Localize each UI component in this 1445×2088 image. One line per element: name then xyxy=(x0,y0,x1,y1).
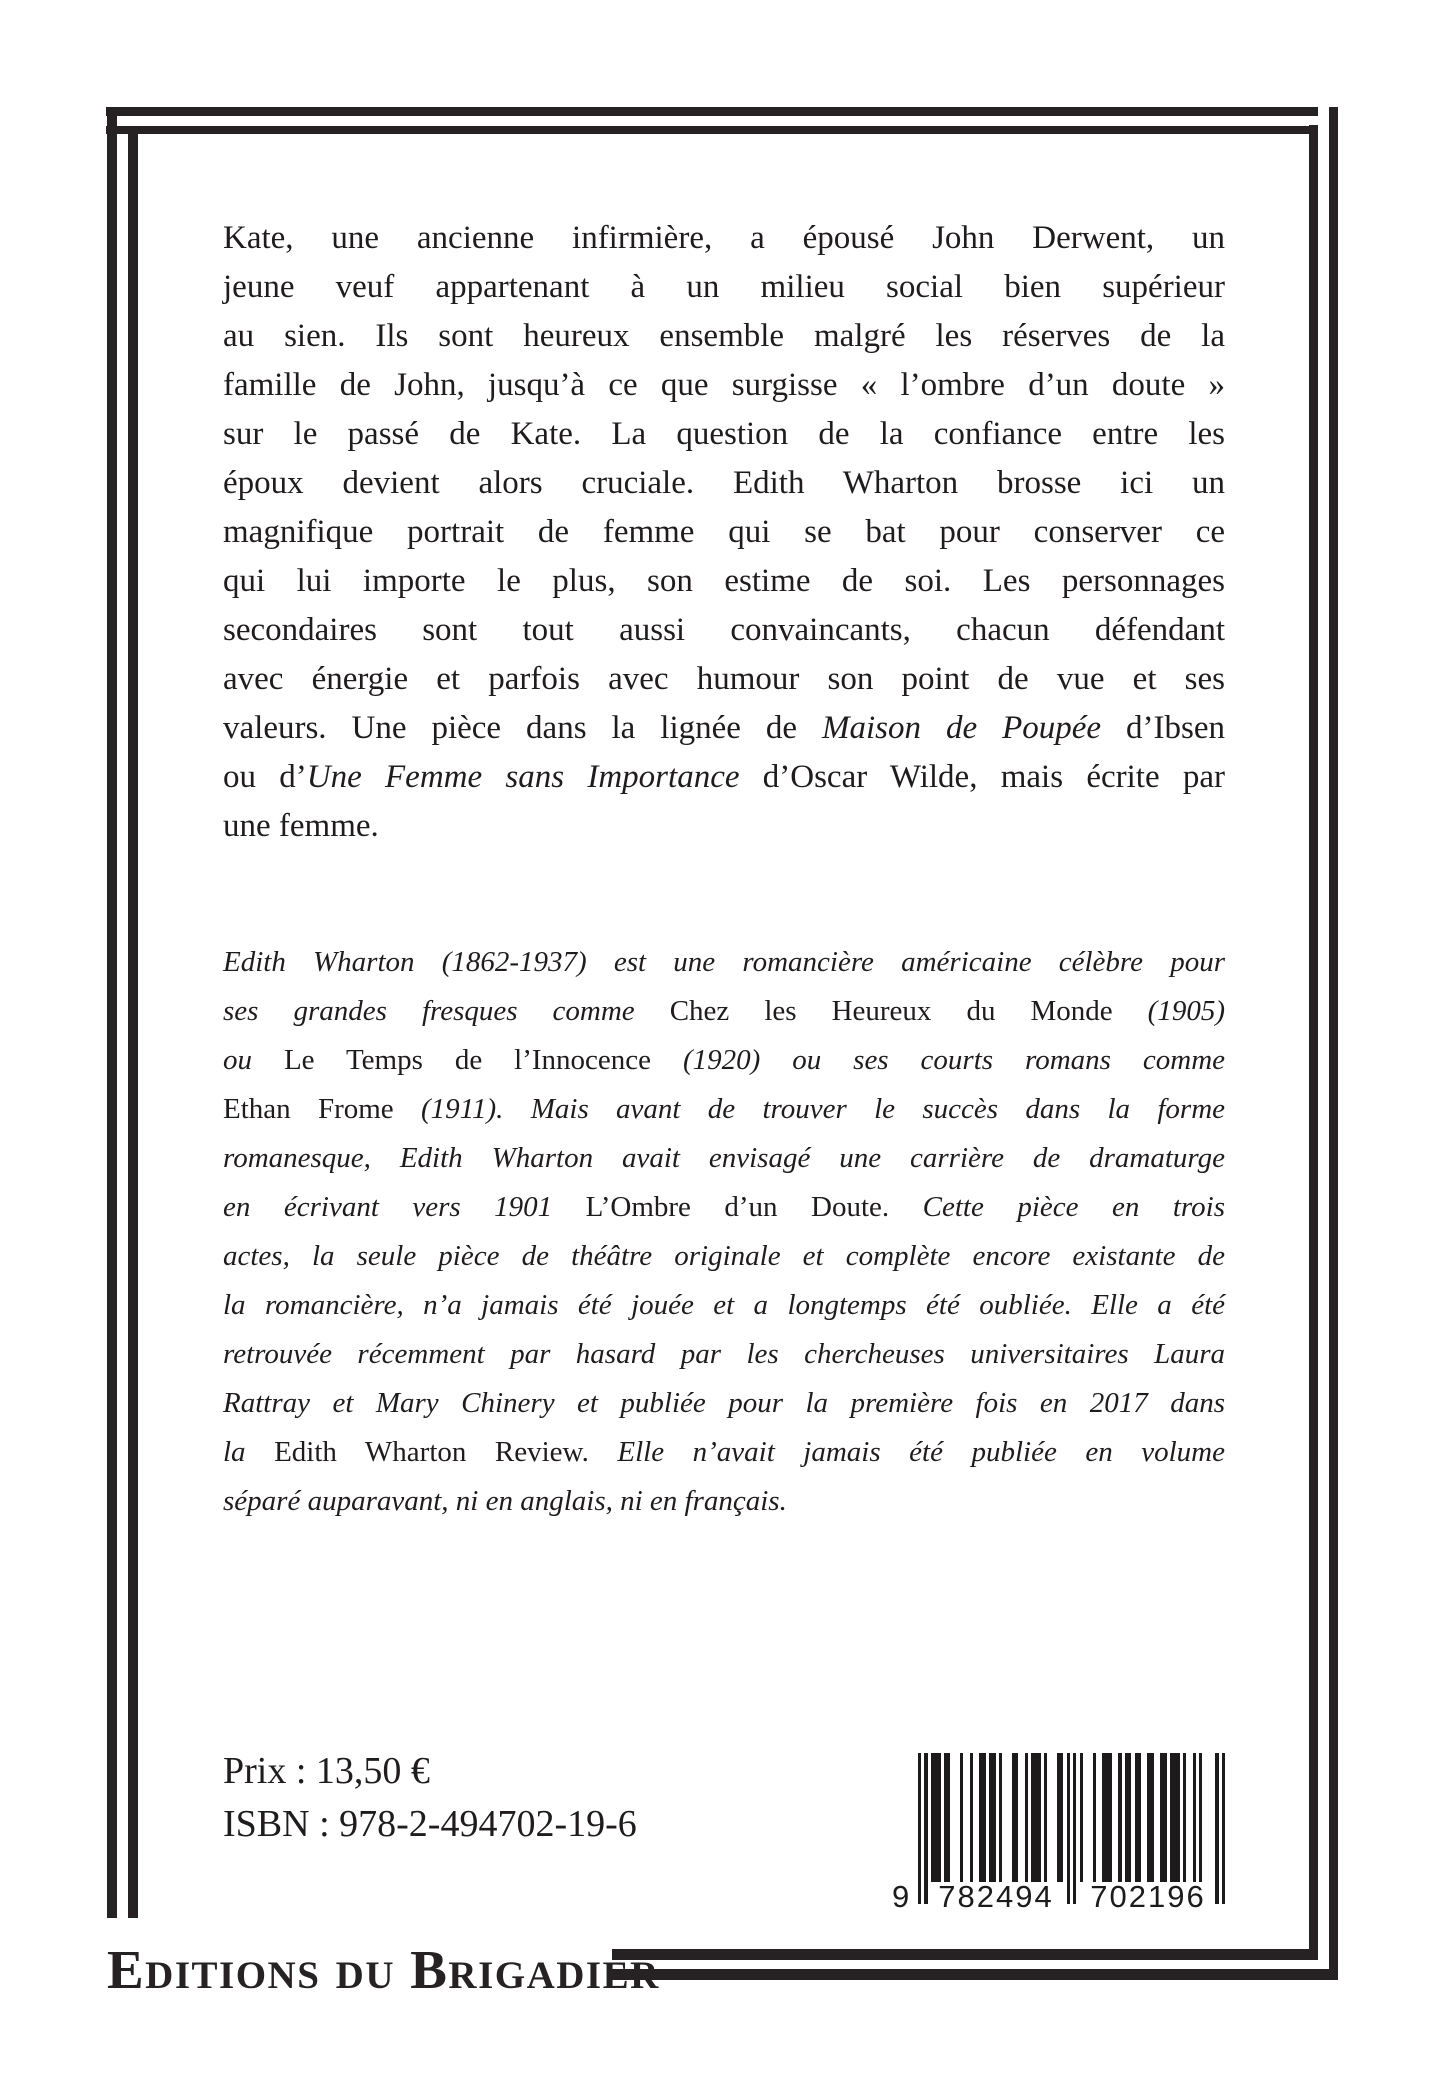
barcode-bar xyxy=(1118,1753,1121,1882)
isbn-text: ISBN : 978-2-494702-19-6 xyxy=(223,1803,637,1845)
barcode-bar xyxy=(999,1753,1002,1882)
barcode-bar xyxy=(944,1753,950,1882)
barcode-bar xyxy=(1044,1753,1047,1882)
barcode-bar xyxy=(1057,1753,1063,1882)
price-text: Prix : 13,50 € xyxy=(223,1750,430,1792)
frame-bottom-upper-rule xyxy=(612,1949,1318,1960)
barcode-bar xyxy=(1031,1753,1041,1882)
publisher-name: Editions du Brigadier xyxy=(107,1939,660,2000)
barcode-bar xyxy=(1093,1753,1096,1882)
barcode-bar xyxy=(931,1753,941,1882)
frame-right-inner-rule xyxy=(1309,125,1318,1960)
barcode-bar xyxy=(1067,1753,1070,1904)
barcode-bar xyxy=(1025,1753,1028,1882)
barcode-bar xyxy=(1073,1753,1076,1904)
barcode-bar xyxy=(1080,1753,1083,1882)
frame-left-inner-rule xyxy=(128,133,138,1918)
barcode-bar xyxy=(1102,1753,1112,1882)
publisher-logo xyxy=(107,1939,660,2000)
barcode-digit-leading: 9 xyxy=(892,1879,912,1914)
barcode-bar xyxy=(1125,1753,1131,1882)
barcode-bar xyxy=(1012,1753,1018,1882)
barcode-bar xyxy=(1160,1753,1166,1882)
barcode-digits-right: 702196 xyxy=(1090,1879,1206,1914)
ean13-barcode xyxy=(892,1753,1237,1915)
frame-top-outer-rule xyxy=(106,107,1318,116)
author-bio-paragraph: Edith Wharton (1862-1937) est une romancière américaine célèbre pour ses grandes fresques comme Chez les Heureux du Monde (1905) ou Le Temps de l’Innocence (1920) ou ses courts romans comme Ethan Frome (1911). Mais avant de trouver le succès dans la forme romanesque, Edith Wharton avait envisagé une carrière de dramaturge en écrivant vers 1901 L’Ombre d’un Doute. Cette pièce en trois actes, la seule pièce de théâtre originale et complète encore existante de la romancière, n’a jamais été jouée et a longtemps été oubliée. Elle a été retrouvée récemment par hasard par les chercheuses universitaires Laura Rattray et Mary Chinery et publiée pour la première fois en 2017 dans la Edith Wharton Review. Elle n’avait jamais été publiée en volume séparé auparavant, ni en anglais, ni en français. xyxy=(223,946,1226,1517)
frame-left-outer-rule xyxy=(107,115,117,1918)
barcode-bar xyxy=(1222,1753,1225,1904)
pricing-block xyxy=(223,1745,637,1851)
barcode-bar xyxy=(1193,1753,1196,1882)
barcode-bar xyxy=(1199,1753,1202,1882)
barcode-bar xyxy=(960,1753,963,1882)
barcode-bar xyxy=(1170,1753,1180,1882)
barcode-bar xyxy=(1135,1753,1141,1882)
barcode-bar xyxy=(970,1753,973,1882)
frame-right-outer-rule xyxy=(1329,107,1338,1980)
frame-bottom-lower-rule xyxy=(612,1969,1338,1980)
barcode-bar xyxy=(918,1753,921,1904)
barcode-bar xyxy=(979,1753,985,1882)
synopsis-paragraph: Kate, une ancienne infirmière, a épousé John Derwent, un jeune veuf appartenant à un milieu social bien supérieur au sien. Ils sont heureux ensemble malgré les réserves de la famille de John, jusqu’à ce que surgisse « l’ombre d’un doute » sur le passé de Kate. La question de la confiance entre les époux devient alors cruciale. Edith Wharton brosse ici un magnifique portrait de femme qui se bat pour conserver ce qui lui importe le plus, son estime de soi. Les personnages secondaires sont tout aussi convaincants, chacun défendant avec énergie et parfois avec humour son point de vue et ses valeurs. Une pièce dans la lignée de Maison de Poupée d’Ibsen ou d’Une Femme sans Importance d’Oscar Wilde, mais écrite par une femme. xyxy=(223,220,1226,844)
barcode-bar xyxy=(989,1753,995,1882)
frame-top-inner-rule xyxy=(106,126,1318,134)
barcode-digits-left: 782494 xyxy=(938,1879,1054,1914)
barcode-bar xyxy=(1147,1753,1153,1882)
barcode-bar xyxy=(1183,1753,1186,1882)
